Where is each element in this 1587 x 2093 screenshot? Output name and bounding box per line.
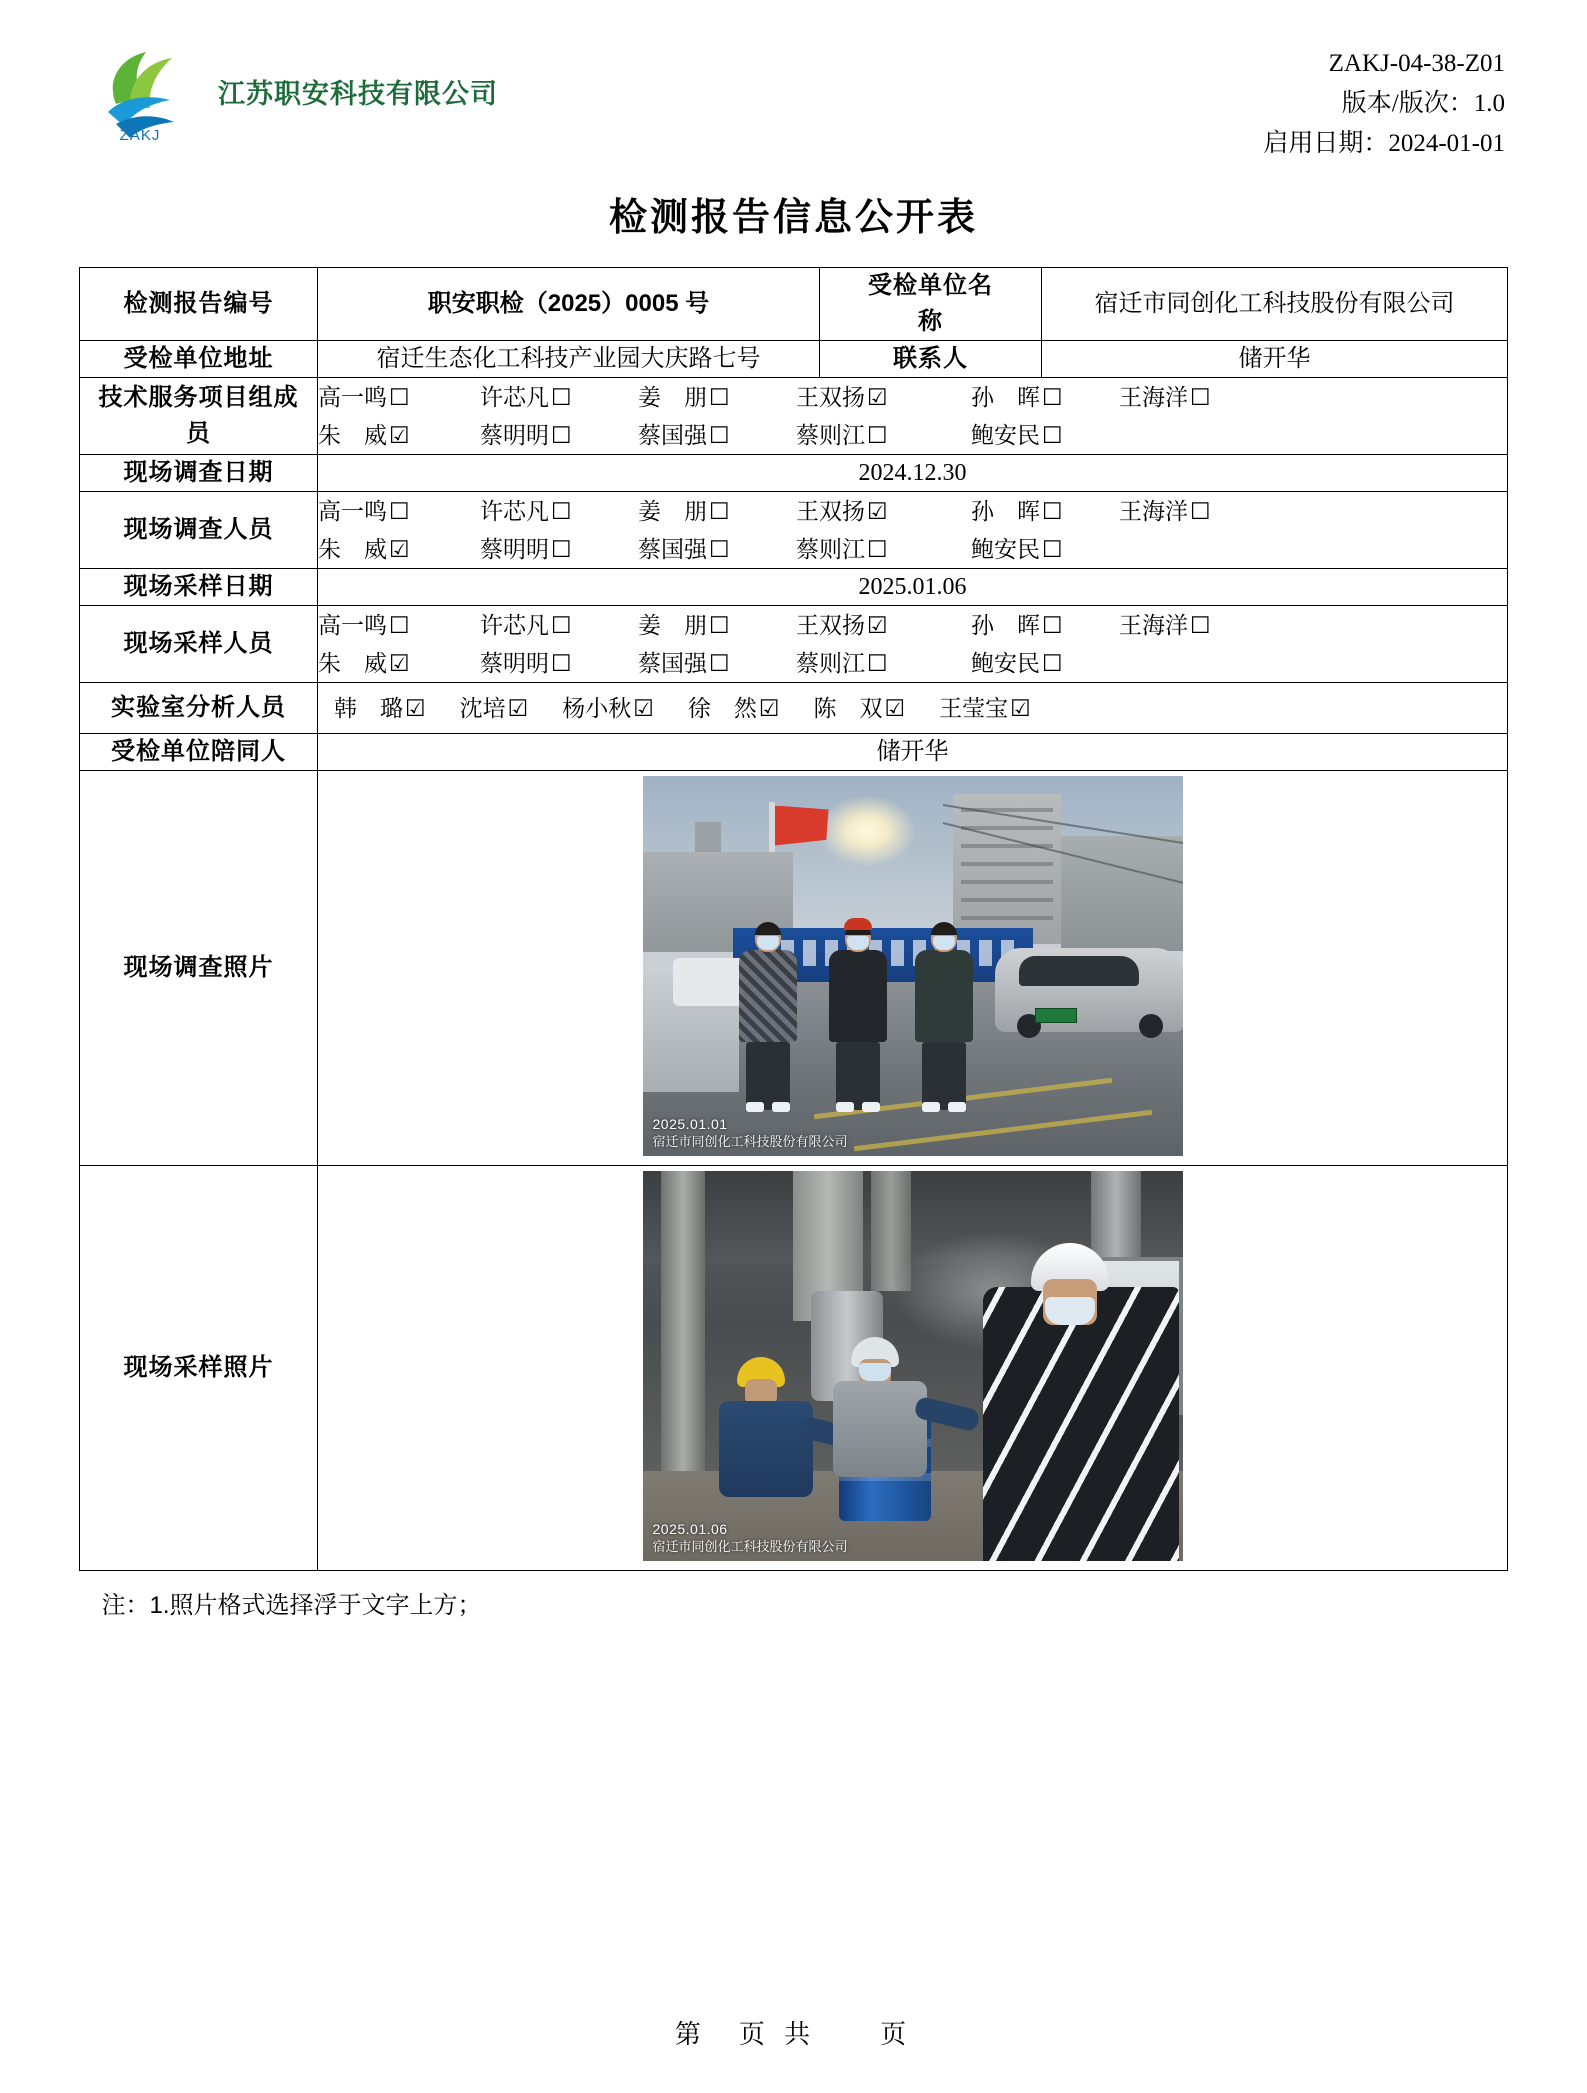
person-checkbox-5[interactable] [971, 530, 1121, 568]
person-name: 蔡国强 [638, 650, 707, 676]
worker-white-helmet [819, 1337, 939, 1507]
value-contact: 储开华 [1042, 341, 1508, 378]
person-name: 王海洋 [1119, 612, 1188, 638]
license-plate [1035, 1008, 1077, 1023]
lab-person-checkbox-3[interactable] [562, 691, 654, 725]
person-checkbox-3[interactable] [638, 530, 796, 568]
person-checkbox-1[interactable] [318, 492, 480, 530]
checkbox-unchecked-icon[interactable]: ☐ [867, 422, 888, 448]
lab-person-name: 沈培 [459, 695, 506, 721]
value-address: 宿迁生态化工科技产业园大庆路七号 [318, 341, 820, 378]
person-name: 蔡明明 [480, 536, 549, 562]
label-report-no: 检测报告编号 [80, 268, 318, 341]
company-name: 江苏职安科技有限公司 [218, 78, 498, 109]
survey-photo-date: 2025.01.01 [652, 1115, 728, 1132]
person-name: 王海洋 [1119, 498, 1188, 524]
person-3 [915, 924, 973, 1110]
person-name: 朱 威 [318, 650, 387, 676]
label-team-line1: 技术服务项目组成 [98, 384, 299, 411]
checkbox-unchecked-icon[interactable]: ☐ [709, 536, 730, 562]
person-checkbox-3[interactable] [638, 606, 796, 644]
person-name: 王海洋 [1119, 384, 1188, 410]
person-name: 王双扬 [796, 498, 865, 524]
checkbox-checked-icon[interactable]: ☑ [389, 650, 410, 676]
label-team [80, 378, 318, 455]
person-checkbox-3[interactable] [638, 644, 796, 682]
checkbox-checked-icon[interactable]: ☑ [633, 695, 654, 721]
person-name: 许芯凡 [480, 384, 549, 410]
label-sampling-people: 现场采样人员 [80, 606, 318, 683]
inspector-foreground [983, 1287, 1179, 1561]
table-row-escort [80, 734, 1508, 771]
sampling-photo-caption: 宿迁市同创化工科技股份有限公司 [652, 1538, 848, 1554]
value-client: 宿迁市同创化工科技股份有限公司 [1042, 268, 1508, 341]
document-header [60, 38, 1527, 158]
checkbox-unchecked-icon[interactable]: ☐ [551, 536, 572, 562]
team-row-2 [318, 416, 1507, 454]
car [995, 948, 1183, 1032]
checkbox-unchecked-icon[interactable]: ☐ [389, 612, 410, 638]
survey-photo [643, 776, 1183, 1156]
checkbox-unchecked-icon[interactable]: ☐ [1042, 422, 1063, 448]
page-title: 检测报告信息公开表 [608, 197, 978, 239]
lab-person-checkbox-1[interactable] [334, 691, 426, 725]
table-row-lab-people [80, 683, 1508, 734]
effective-date: 启用日期：2024-01-01 [1263, 130, 1505, 157]
person-name: 鲍安民 [971, 422, 1040, 448]
person-3-head [931, 924, 957, 952]
survey-row-2 [318, 530, 1507, 568]
person-checkbox-5[interactable] [971, 416, 1121, 454]
label-survey-photo: 现场调查照片 [80, 771, 318, 1166]
person-checkbox-4[interactable] [796, 378, 971, 416]
person-checkbox-1[interactable] [318, 378, 480, 416]
person-checkbox-1[interactable] [318, 530, 480, 568]
checkbox-unchecked-icon[interactable]: ☐ [1190, 384, 1211, 410]
pipe-left [661, 1171, 705, 1471]
company-logo-icon [86, 38, 194, 144]
table-row-report-no [80, 268, 1508, 341]
checkbox-checked-icon[interactable]: ☑ [405, 695, 426, 721]
checkbox-unchecked-icon[interactable]: ☐ [709, 422, 730, 448]
checkbox-unchecked-icon[interactable]: ☐ [709, 612, 730, 638]
label-sampling-date: 现场采样日期 [80, 569, 318, 606]
lab-person-name: 韩 璐 [334, 695, 403, 721]
checkbox-unchecked-icon[interactable]: ☐ [551, 498, 572, 524]
checkbox-checked-icon[interactable]: ☑ [389, 422, 410, 448]
worker-yellow-helmet [705, 1357, 825, 1527]
person-checkbox-5[interactable] [971, 492, 1119, 530]
person-name: 高一鸣 [318, 612, 387, 638]
checkbox-unchecked-icon[interactable]: ☐ [389, 498, 410, 524]
worker2-mask [859, 1363, 891, 1381]
person-name: 高一鸣 [318, 498, 387, 524]
table-row-address [80, 341, 1508, 378]
lab-person-name: 徐 然 [687, 695, 757, 721]
worker-torso [719, 1401, 813, 1497]
checkbox-checked-icon[interactable]: ☑ [507, 695, 529, 721]
header-right [1263, 38, 1527, 164]
label-client-line1: 受检单位名 [868, 272, 993, 299]
person-name: 蔡国强 [638, 536, 707, 562]
person-checkbox-5[interactable] [971, 378, 1119, 416]
checkbox-unchecked-icon[interactable]: ☐ [1190, 498, 1211, 524]
person-name: 孙 晖 [971, 384, 1040, 410]
person-name: 蔡则江 [796, 650, 865, 676]
person-checkbox-2[interactable] [480, 606, 638, 644]
team-row-1 [318, 378, 1507, 416]
person-checkbox-6[interactable] [1119, 606, 1269, 644]
table-row-survey-photo [80, 771, 1508, 1166]
person-checkbox-1[interactable] [318, 606, 480, 644]
person-name: 孙 晖 [971, 612, 1040, 638]
sun [819, 796, 915, 866]
report-info-table [79, 267, 1508, 1571]
sampling-row-2 [318, 644, 1507, 682]
lab-person-checkbox-5[interactable] [814, 691, 906, 725]
checkbox-unchecked-icon[interactable]: ☐ [709, 650, 730, 676]
person-checkbox-6[interactable] [1119, 378, 1269, 416]
building-right [1061, 836, 1183, 951]
checkbox-checked-icon[interactable]: ☑ [1010, 695, 1031, 721]
person-name: 高一鸣 [318, 384, 387, 410]
svg-text:ZAKJ: ZAKJ [119, 127, 161, 144]
checkbox-unchecked-icon[interactable]: ☐ [551, 650, 572, 676]
person-3-body [915, 950, 973, 1042]
lab-row [318, 683, 1507, 733]
person-2-body [829, 950, 887, 1042]
person-checkbox-1[interactable] [318, 416, 480, 454]
checkbox-unchecked-icon[interactable]: ☐ [1042, 384, 1063, 410]
table-row-sampling-people [80, 606, 1508, 683]
checkbox-unchecked-icon[interactable]: ☐ [1042, 498, 1063, 524]
value-sampling-people [318, 606, 1508, 683]
person-1 [739, 924, 797, 1110]
document-code: ZAKJ-04-38-Z01 [1328, 50, 1505, 77]
label-client [820, 268, 1042, 341]
page-footer: 第 页 共 页 [674, 2019, 913, 2049]
sampling-photo-stamp [653, 1521, 848, 1555]
checkbox-checked-icon[interactable]: ☑ [389, 536, 410, 562]
person-checkbox-2[interactable] [480, 492, 638, 530]
table-row-survey-people [80, 492, 1508, 569]
checkbox-unchecked-icon[interactable]: ☐ [709, 384, 730, 410]
label-address: 受检单位地址 [80, 341, 318, 378]
checkbox-unchecked-icon[interactable]: ☐ [1042, 650, 1063, 676]
table-row-sampling-date [80, 569, 1508, 606]
survey-photo-cell [318, 771, 1508, 1166]
sampling-photo-date: 2025.01.06 [652, 1520, 728, 1537]
label-survey-people: 现场调查人员 [80, 492, 318, 569]
person-name: 鲍安民 [971, 536, 1040, 562]
lab-person-checkbox-4[interactable] [688, 691, 780, 725]
label-survey-date: 现场调查日期 [80, 455, 318, 492]
checkbox-unchecked-icon[interactable]: ☐ [867, 650, 888, 676]
person-1-legs [746, 1042, 790, 1110]
person-checkbox-4[interactable] [796, 416, 971, 454]
inspector-mask [1045, 1297, 1095, 1325]
person-name: 姜 朋 [638, 384, 707, 410]
document-version: 版本/版次：1.0 [1341, 90, 1505, 117]
sampling-photo-cell [318, 1166, 1508, 1571]
person-checkbox-4[interactable] [796, 492, 971, 530]
checkbox-unchecked-icon[interactable]: ☐ [551, 612, 572, 638]
person-checkbox-4[interactable] [796, 530, 971, 568]
person-2-legs [836, 1042, 880, 1110]
label-team-line2: 员 [186, 420, 211, 447]
person-name: 姜 朋 [638, 612, 707, 638]
person-checkbox-2[interactable] [480, 378, 638, 416]
value-lab-people [318, 683, 1508, 734]
label-contact: 联系人 [820, 341, 1042, 378]
label-escort: 受检单位陪同人 [80, 734, 318, 771]
person-name: 王双扬 [796, 612, 865, 638]
table-row-team [80, 378, 1508, 455]
lab-person-checkbox-2[interactable] [460, 691, 529, 725]
survey-photo-caption: 宿迁市同创化工科技股份有限公司 [652, 1133, 848, 1149]
person-checkbox-3[interactable] [638, 492, 796, 530]
sampling-photo-image [643, 1171, 1183, 1561]
lab-person-name: 杨小秋 [562, 695, 632, 721]
checkbox-unchecked-icon[interactable]: ☐ [709, 498, 730, 524]
person-2-head [845, 924, 871, 952]
person-checkbox-3[interactable] [638, 416, 796, 454]
table-row-sampling-photo [80, 1166, 1508, 1571]
checkbox-checked-icon[interactable]: ☑ [867, 384, 888, 410]
checkbox-unchecked-icon[interactable]: ☐ [551, 384, 572, 410]
person-checkbox-4[interactable] [796, 644, 971, 682]
sampling-row-1 [318, 606, 1507, 644]
person-name: 朱 威 [318, 422, 387, 448]
header-left [60, 38, 498, 144]
person-3-legs [922, 1042, 966, 1110]
checkbox-unchecked-icon[interactable]: ☐ [1190, 612, 1211, 638]
person-name: 蔡明明 [480, 650, 549, 676]
person-name: 蔡则江 [796, 422, 865, 448]
person-1-head [755, 924, 781, 952]
value-sampling-date: 2025.01.06 [318, 569, 1508, 606]
person-name: 蔡明明 [480, 422, 549, 448]
checkbox-unchecked-icon[interactable]: ☐ [867, 536, 888, 562]
person-name: 鲍安民 [971, 650, 1040, 676]
note-text: 注：1.照片格式选择浮于文字上方； [101, 1592, 482, 1619]
person-name: 许芯凡 [480, 612, 549, 638]
worker2-torso [833, 1381, 927, 1477]
person-name: 朱 威 [318, 536, 387, 562]
lab-person-checkbox-6[interactable] [939, 691, 1031, 725]
person-checkbox-6[interactable] [1119, 492, 1269, 530]
checkbox-unchecked-icon[interactable]: ☐ [1042, 536, 1063, 562]
person-name: 许芯凡 [480, 498, 549, 524]
checkbox-checked-icon[interactable]: ☑ [867, 498, 888, 524]
table-row-survey-date [80, 455, 1508, 492]
value-team-members [318, 378, 1508, 455]
label-client-line2: 称 [918, 308, 943, 335]
person-checkbox-1[interactable] [318, 644, 480, 682]
sampling-photo [643, 1171, 1183, 1561]
person-checkbox-2[interactable] [480, 644, 638, 682]
person-name: 姜 朋 [638, 498, 707, 524]
person-name: 王双扬 [796, 384, 865, 410]
survey-photo-image [643, 776, 1183, 1156]
survey-photo-stamp [653, 1116, 848, 1150]
value-escort: 储开华 [318, 734, 1508, 771]
value-survey-date: 2024.12.30 [318, 455, 1508, 492]
person-checkbox-5[interactable] [971, 644, 1121, 682]
person-name: 蔡国强 [638, 422, 707, 448]
person-checkbox-2[interactable] [480, 530, 638, 568]
person-checkbox-5[interactable] [971, 606, 1119, 644]
checkbox-checked-icon[interactable]: ☑ [884, 695, 906, 721]
checkbox-unchecked-icon[interactable]: ☐ [389, 384, 410, 410]
checkbox-checked-icon[interactable]: ☑ [867, 612, 888, 638]
value-report-no: 职安职检（2025）0005 号 [318, 268, 820, 341]
person-checkbox-2[interactable] [480, 416, 638, 454]
person-checkbox-4[interactable] [796, 606, 971, 644]
value-survey-people [318, 492, 1508, 569]
label-lab-people: 实验室分析人员 [80, 683, 318, 734]
person-name: 蔡则江 [796, 536, 865, 562]
person-name: 孙 晖 [971, 498, 1040, 524]
checkbox-unchecked-icon[interactable]: ☐ [551, 422, 572, 448]
checkbox-unchecked-icon[interactable]: ☐ [1042, 612, 1063, 638]
person-checkbox-3[interactable] [638, 378, 796, 416]
checkbox-checked-icon[interactable]: ☑ [758, 695, 780, 721]
person-2 [829, 924, 887, 1110]
label-sampling-photo: 现场采样照片 [80, 1166, 318, 1571]
lab-person-name: 王莹宝 [939, 695, 1009, 721]
lab-person-name: 陈 双 [813, 695, 883, 721]
survey-row-1 [318, 492, 1507, 530]
person-1-body [739, 950, 797, 1042]
